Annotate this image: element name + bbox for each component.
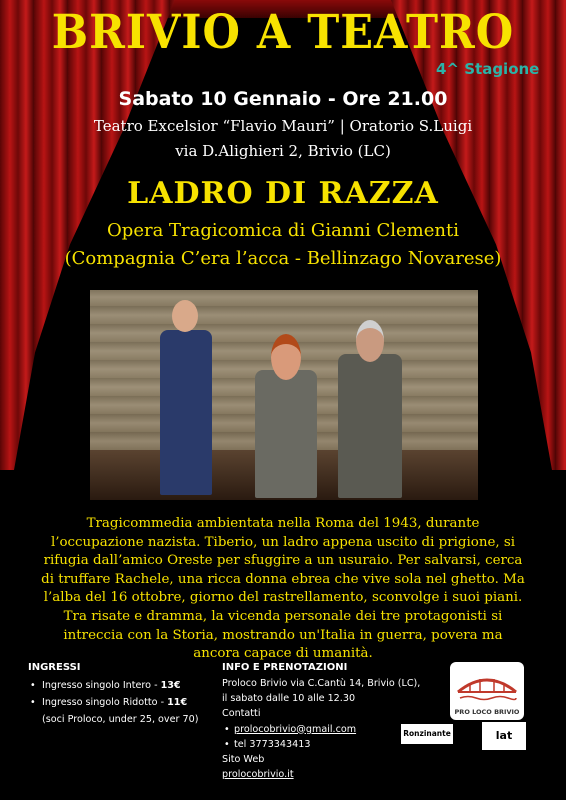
show-company: (Compagnia C’era l’acca - Bellinzago Novarese)	[64, 248, 502, 269]
info-address: Proloco Brivio via C.Cantù 14, Brivio (LC),	[222, 678, 421, 689]
date-time: Sabato 10 Gennaio - Ore 21.00	[118, 88, 448, 110]
actor-figure	[160, 330, 212, 495]
show-description: Tragicommedia ambientata nella Roma del 1943, durante l’occupazione nazista. Tiberio, un ladro appena uscito di prigione, si rifugia dall’amico Oreste per sfuggire a un usuraio. Per salvarsi, cerca di truffare Rachele, una ricca donna ebrea che vive sola nel ghetto. Ma l’alba del 16 ottobre, giorno del rastrellamento, sconvolge i suoi piani. Tra risate e dramma, la vicenda personale dei tre protagonisti si intreccia con la Storia, mostrando un'Italia in guerra, povera ma ancora capace di umanità.	[41, 516, 525, 662]
ronzinante-logo: Ronzinante	[401, 724, 453, 744]
contacts-label: Contatti	[222, 708, 261, 720]
price: 11€	[167, 697, 188, 708]
partner-logo: lat	[482, 722, 526, 750]
info-heading: INFO E PRENOTAZIONI	[222, 662, 348, 673]
bridge-icon	[450, 662, 524, 708]
show-title: LADRO DI RAZZA	[127, 176, 439, 211]
stage-photo	[90, 290, 478, 500]
actor-figure	[338, 354, 402, 498]
list-item: • Ingresso singolo Intero - 13€	[28, 677, 198, 694]
ingressi-heading: INGRESSI	[28, 662, 81, 673]
website-label: Sito Web	[222, 754, 265, 766]
event-series-title: BRIVIO A TEATRO	[51, 5, 515, 60]
ingressi-list	[28, 677, 198, 728]
list-item: • Ingresso singolo Ridotto - 11€	[28, 694, 198, 711]
proloco-logo	[450, 662, 524, 720]
venue-line-1: Teatro Excelsior “Flavio Mauri” | Oratorio S.Luigi	[93, 117, 473, 135]
phone-number: • tel 3773343413	[222, 737, 420, 752]
season-label: 4^ Stagione	[436, 60, 540, 78]
price: 13€	[160, 680, 181, 691]
list-item-note: (soci Proloco, under 25, over 70)	[42, 714, 199, 725]
email-link[interactable]: • prolocobrivio@gmail.com	[222, 722, 420, 737]
show-author: Opera Tragicomica di Gianni Clementi	[107, 220, 459, 241]
venue-line-2: via D.Alighieri 2, Brivio (LC)	[175, 142, 391, 160]
website-link[interactable]: prolocobrivio.it	[222, 769, 294, 781]
proloco-logo-label: PRO LOCO BRIVIO	[454, 708, 520, 716]
info-block	[222, 676, 420, 782]
actress-figure	[255, 370, 317, 498]
info-hours: il sabato dalle 10 alle 12.30	[222, 693, 356, 705]
